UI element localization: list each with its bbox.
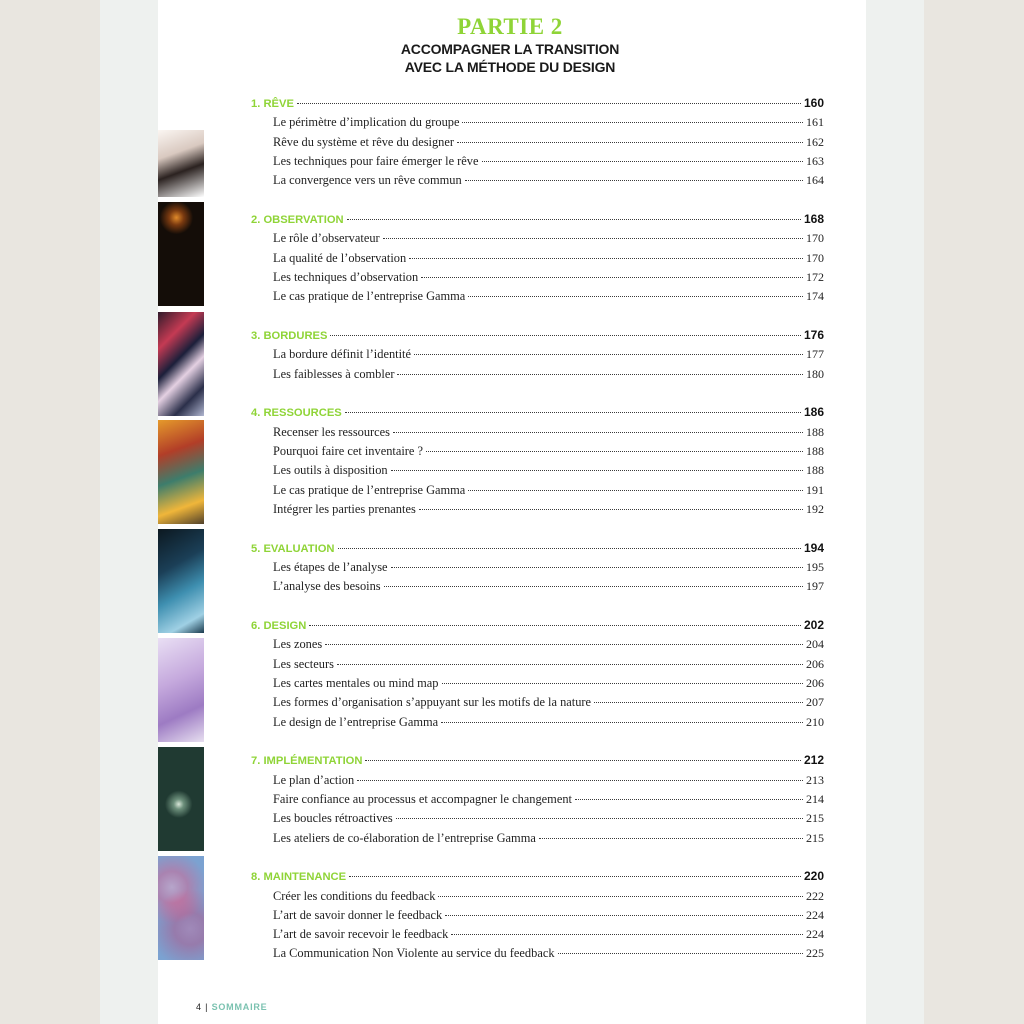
entry-title: Le cas pratique de l’entreprise Gamma	[273, 482, 466, 497]
entry-title: Les techniques pour faire émerger le rêve	[273, 153, 479, 168]
partie-title: PARTIE 2	[457, 14, 563, 39]
toc-section	[251, 618, 824, 734]
leader-dots	[297, 103, 801, 104]
leader-dots	[426, 451, 803, 452]
entry-title: Faire confiance au processus et accompagner le changement	[273, 791, 572, 806]
section-title: 1. RÊVE	[251, 98, 294, 110]
footer-label: SOMMAIRE	[211, 1002, 268, 1012]
leader-dots	[391, 567, 803, 568]
entry-page-number: 215	[806, 811, 824, 826]
toc-entry	[251, 251, 824, 270]
entry-page-number: 188	[806, 424, 824, 439]
entry-title: Les boucles rétroactives	[273, 811, 393, 826]
entry-title: Les secteurs	[273, 656, 334, 671]
leader-dots	[442, 683, 803, 684]
toc-section	[251, 405, 824, 521]
toc-section	[251, 328, 824, 386]
leader-dots	[539, 838, 803, 839]
toc-entry	[251, 270, 824, 289]
entry-title: Créer les conditions du feedback	[273, 888, 436, 903]
entry-title: L’art de savoir recevoir le feedback	[273, 927, 449, 942]
leader-dots	[349, 876, 801, 877]
entry-title: Rêve du système et rêve du designer	[273, 134, 454, 149]
photo-festival-crowd	[158, 420, 204, 524]
toc-entry	[251, 347, 824, 366]
leader-dots	[397, 374, 803, 375]
leader-dots	[594, 702, 803, 703]
toc-section-heading	[251, 869, 824, 888]
photo-hand-sunset	[158, 130, 204, 197]
footer-separator: |	[205, 1002, 209, 1012]
entry-page-number: 188	[806, 463, 824, 478]
section-page-number: 160	[803, 96, 824, 110]
entry-title: Recenser les ressources	[273, 424, 390, 439]
leader-dots	[347, 219, 801, 220]
toc-entry	[251, 444, 824, 463]
leader-dots	[309, 625, 801, 626]
toc-entry	[251, 231, 824, 250]
entry-page-number: 206	[806, 656, 824, 671]
section-page-number: 186	[803, 405, 824, 420]
toc-entry	[251, 154, 824, 173]
toc-entry	[251, 579, 824, 598]
leader-dots	[396, 818, 803, 819]
entry-page-number: 170	[806, 231, 824, 246]
toc-section	[251, 753, 824, 849]
entry-title: Les techniques d’observation	[273, 269, 419, 284]
toc-section-heading	[251, 618, 824, 637]
entry-page-number: 172	[806, 269, 824, 284]
section-title: 5. EVALUATION	[251, 542, 335, 555]
entry-page-number: 224	[806, 907, 824, 922]
toc-entry	[251, 502, 824, 521]
toc-entry	[251, 483, 824, 502]
title-block	[130, 14, 890, 76]
entry-page-number: 206	[806, 675, 824, 690]
entry-page-number: 192	[806, 501, 824, 516]
photo-city-lights	[158, 312, 204, 416]
leader-dots	[445, 915, 803, 916]
leader-dots	[414, 354, 803, 355]
toc-entry	[251, 946, 824, 965]
subtitle-line-1: ACCOMPAGNER LA TRANSITION	[400, 41, 620, 57]
leader-dots	[365, 760, 801, 761]
toc-section-heading	[251, 541, 824, 560]
toc-entry	[251, 773, 824, 792]
toc-section-heading	[251, 96, 824, 115]
entry-title: La Communication Non Violente au service du feedback	[273, 946, 555, 961]
entry-title: Les outils à disposition	[273, 463, 388, 478]
entry-page-number: 191	[806, 482, 824, 497]
entry-page-number: 204	[806, 637, 824, 652]
entry-title: L’art de savoir donner le feedback	[273, 907, 443, 922]
photo-blue-texture	[158, 529, 204, 633]
toc-entry	[251, 135, 824, 154]
entry-title: Le plan d’action	[273, 772, 355, 787]
section-page-number: 176	[803, 327, 824, 342]
entry-title: Le rôle d’observateur	[273, 231, 380, 246]
leader-dots	[575, 799, 803, 800]
entry-page-number: 222	[806, 888, 824, 903]
entry-page-number: 163	[806, 153, 824, 168]
footer-page-number: 4	[196, 1002, 202, 1012]
entry-title: Les zones	[273, 637, 323, 652]
toc-section-heading	[251, 328, 824, 347]
section-page-number: 168	[803, 211, 824, 226]
toc-section	[251, 212, 824, 308]
entry-title: Le périmètre d’implication du groupe	[273, 115, 460, 130]
toc-entry	[251, 637, 824, 656]
leader-dots	[383, 238, 803, 239]
entry-title: Les cartes mentales ou mind map	[273, 675, 439, 690]
leader-dots	[457, 142, 803, 143]
entry-title: L’analyse des besoins	[273, 579, 381, 594]
entry-title: Les faiblesses à combler	[273, 366, 395, 381]
leader-dots	[409, 258, 803, 259]
leader-dots	[482, 161, 804, 162]
entry-page-number: 213	[806, 772, 824, 787]
entry-title: Le cas pratique de l’entreprise Gamma	[273, 289, 466, 304]
toc-entry	[251, 115, 824, 134]
leader-dots	[330, 335, 801, 336]
section-title: 8. MAINTENANCE	[251, 871, 347, 884]
leader-dots	[345, 412, 801, 413]
toc-entry	[251, 715, 824, 734]
toc-section	[251, 869, 824, 965]
entry-title: Le design de l’entreprise Gamma	[273, 714, 439, 729]
leader-dots	[419, 509, 803, 510]
toc-entry	[251, 792, 824, 811]
entry-page-number: 161	[806, 115, 824, 130]
section-page-number: 194	[803, 540, 824, 555]
toc-entry	[251, 173, 824, 192]
toc-section-heading	[251, 753, 824, 772]
toc-entry	[251, 889, 824, 908]
toc-section	[251, 541, 824, 599]
leader-dots	[421, 277, 803, 278]
toc-section-heading	[251, 405, 824, 424]
entry-title: La bordure définit l’identité	[273, 347, 411, 362]
section-title: 6. DESIGN	[251, 620, 307, 633]
entry-title: Les ateliers de co-élaboration de l’entreprise Gamma	[273, 830, 536, 845]
entry-title: Les formes d’organisation s’appuyant sur les motifs de la nature	[273, 695, 592, 710]
book-page	[158, 0, 866, 1024]
toc-entry	[251, 657, 824, 676]
leader-dots	[393, 432, 803, 433]
toc-entry	[251, 560, 824, 579]
leader-dots	[391, 470, 803, 471]
entry-page-number: 174	[806, 289, 824, 304]
toc-entry	[251, 676, 824, 695]
toc-entry	[251, 831, 824, 850]
toc-entry	[251, 463, 824, 482]
entry-page-number: 224	[806, 927, 824, 942]
leader-dots	[384, 586, 803, 587]
leader-dots	[465, 180, 803, 181]
section-page-number: 220	[803, 869, 824, 884]
section-page-number: 202	[803, 618, 824, 633]
section-title: 3. BORDURES	[251, 329, 328, 342]
photo-moon-water	[158, 202, 204, 306]
toc-entry	[251, 425, 824, 444]
entry-page-number: 195	[806, 559, 824, 574]
leader-dots	[468, 490, 803, 491]
entry-title: La qualité de l’observation	[273, 250, 407, 265]
toc-entry	[251, 695, 824, 714]
toc-section	[251, 96, 824, 192]
leader-dots	[438, 896, 803, 897]
table-of-contents	[251, 96, 824, 985]
leader-dots	[451, 934, 803, 935]
leader-dots	[357, 780, 803, 781]
page-footer	[196, 1002, 267, 1012]
entry-title: Pourquoi faire cet inventaire ?	[273, 443, 424, 458]
leader-dots	[558, 953, 803, 954]
toc-entry	[251, 811, 824, 830]
entry-title: Les étapes de l’analyse	[273, 559, 388, 574]
toc-entry	[251, 367, 824, 386]
toc-entry	[251, 927, 824, 946]
entry-page-number: 164	[806, 173, 824, 188]
entry-page-number: 188	[806, 443, 824, 458]
entry-page-number: 180	[806, 366, 824, 381]
toc-section-heading	[251, 212, 824, 231]
entry-page-number: 170	[806, 250, 824, 265]
leader-dots	[468, 296, 803, 297]
entry-page-number: 225	[806, 946, 824, 961]
entry-page-number: 207	[806, 695, 824, 710]
left-margin-strip	[100, 0, 158, 1024]
entry-page-number: 177	[806, 347, 824, 362]
entry-page-number: 215	[806, 830, 824, 845]
leader-dots	[338, 548, 801, 549]
entry-title: Intégrer les parties prenantes	[273, 501, 416, 516]
section-title: 2. OBSERVATION	[251, 213, 344, 226]
right-margin-strip	[866, 0, 924, 1024]
section-title: 7. IMPLÉMENTATION	[251, 755, 363, 768]
entry-page-number: 214	[806, 791, 824, 806]
photo-cherry-blossom	[158, 856, 204, 960]
toc-entry	[251, 289, 824, 308]
section-title: 4. RESSOURCES	[251, 407, 342, 420]
entry-title: La convergence vers un rêve commun	[273, 173, 462, 188]
photo-butterfly	[158, 747, 204, 851]
photo-purple-curves	[158, 638, 204, 742]
section-page-number: 212	[803, 753, 824, 768]
toc-entry	[251, 908, 824, 927]
leader-dots	[441, 722, 803, 723]
entry-page-number: 197	[806, 579, 824, 594]
subtitle-line-2: AVEC LA MÉTHODE DU DESIGN	[404, 59, 616, 75]
entry-page-number: 162	[806, 134, 824, 149]
leader-dots	[462, 122, 803, 123]
leader-dots	[325, 644, 803, 645]
entry-page-number: 210	[806, 714, 824, 729]
leader-dots	[337, 664, 803, 665]
